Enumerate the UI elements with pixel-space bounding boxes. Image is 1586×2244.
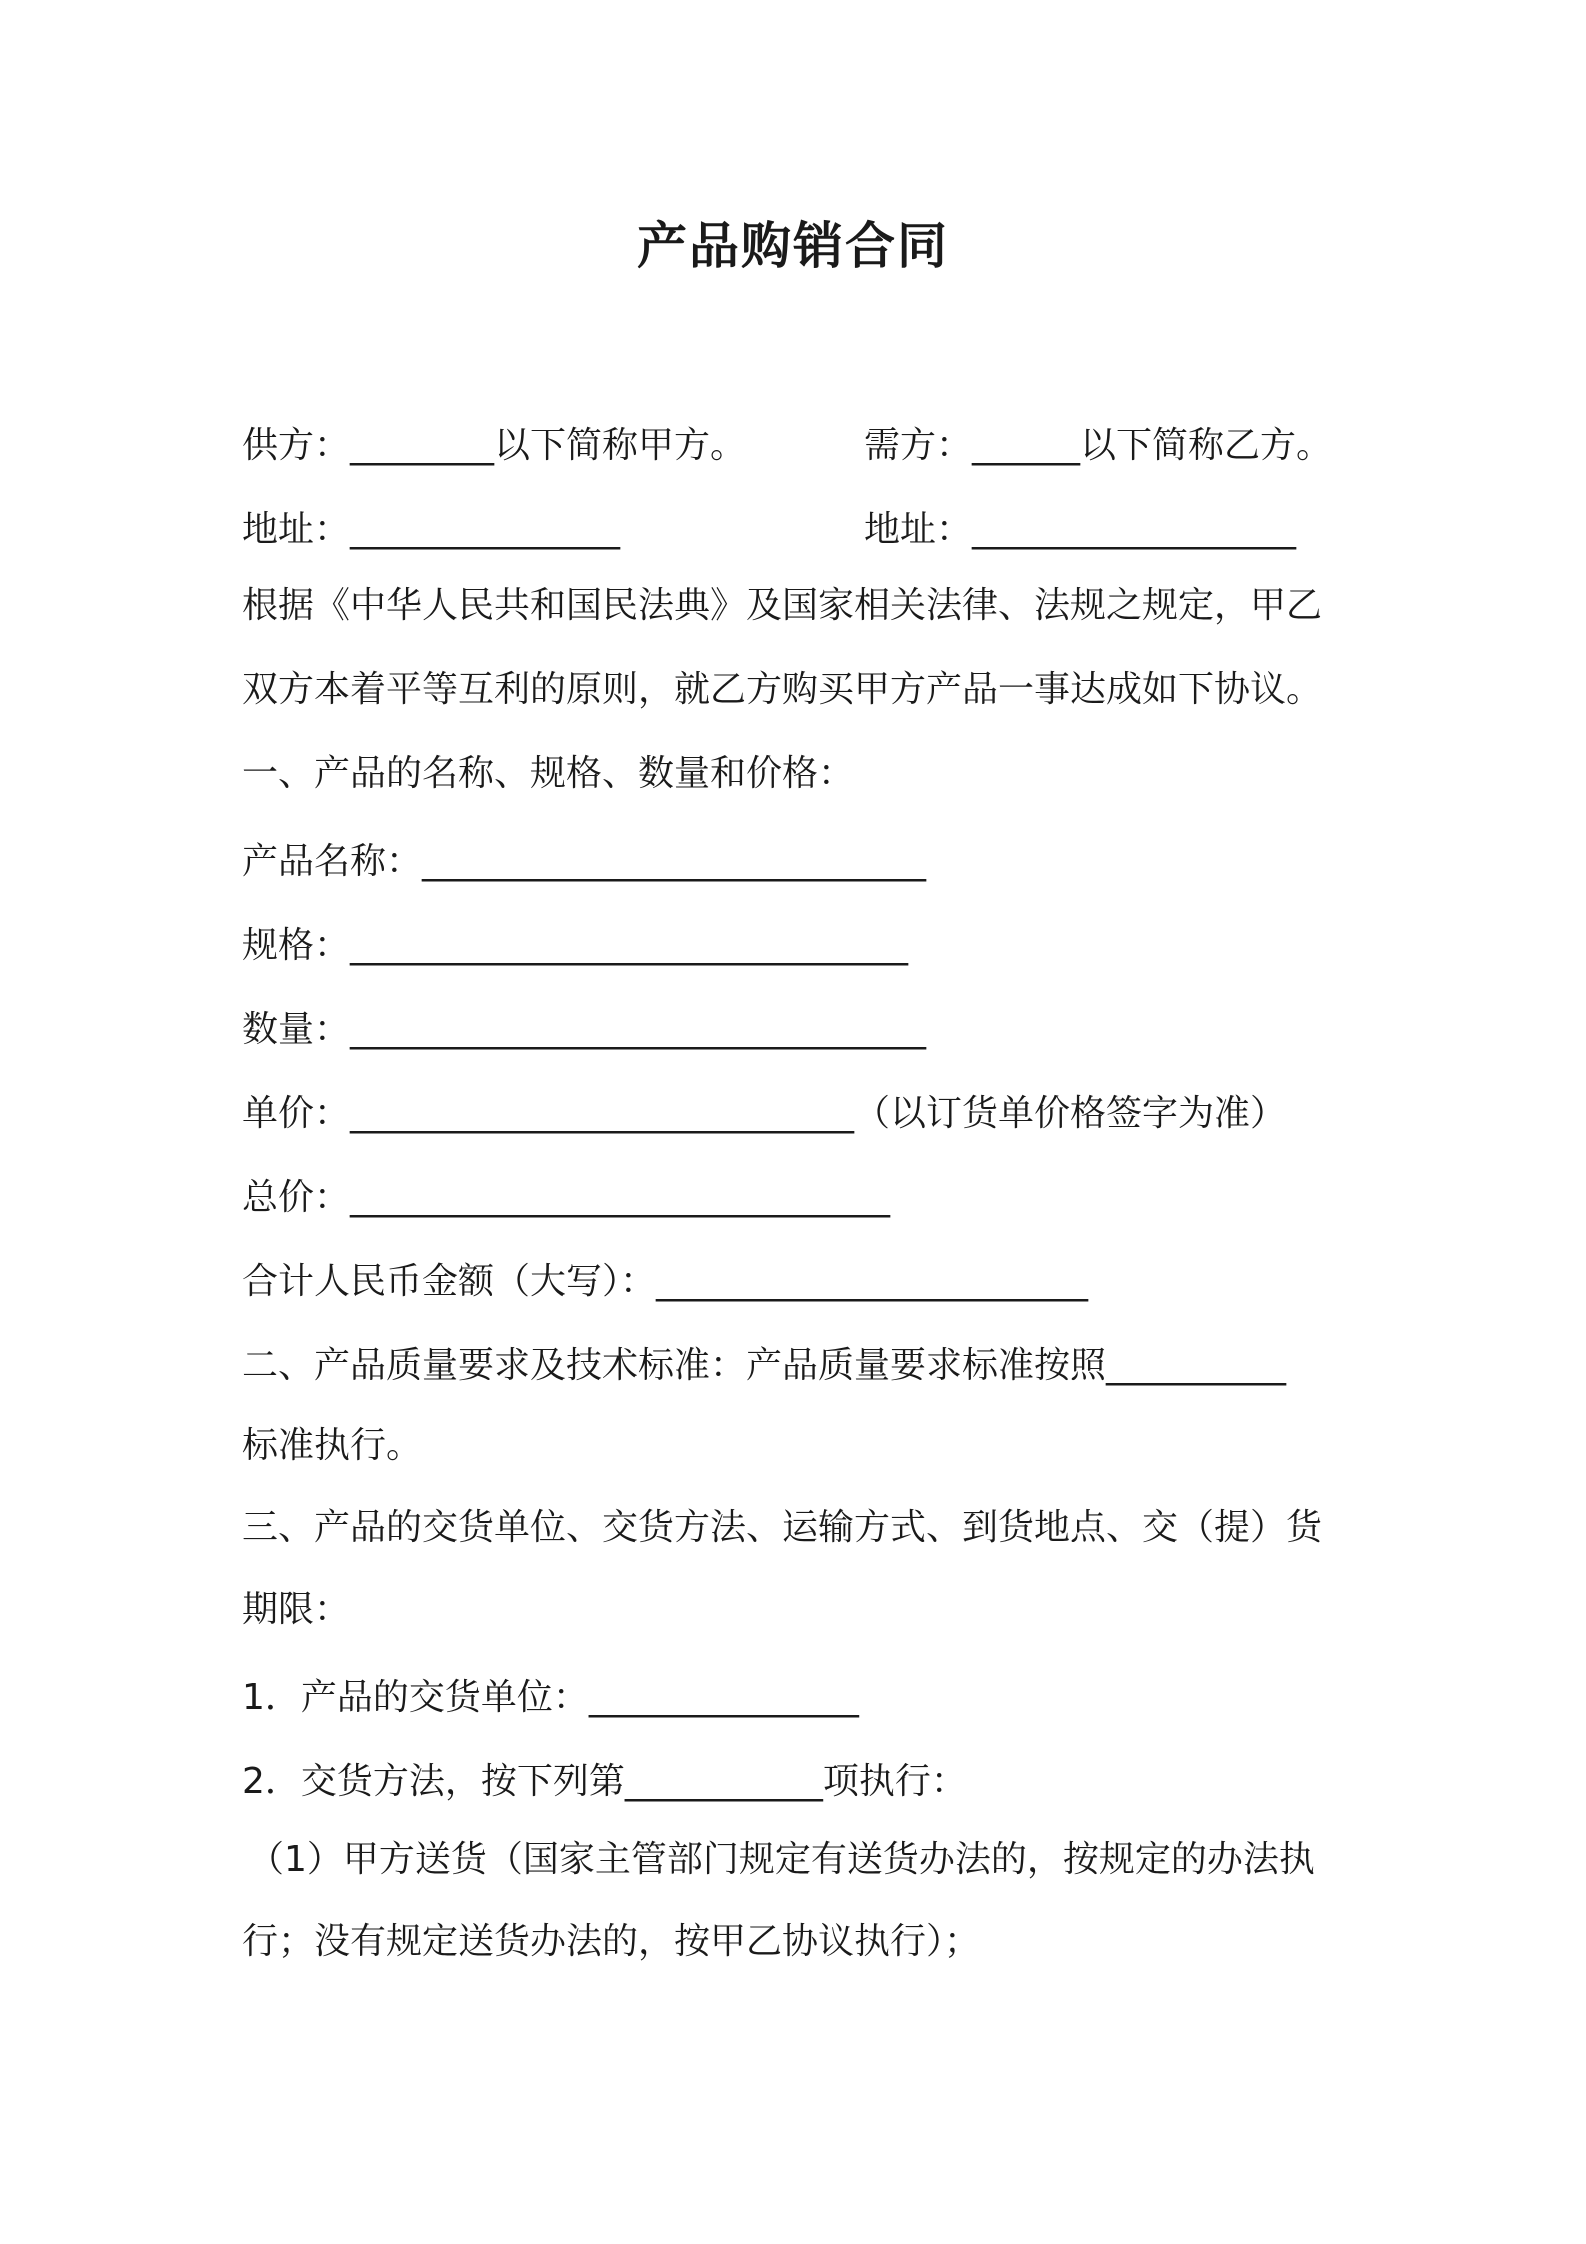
spec-line: 规格：_______________________________ bbox=[242, 925, 909, 966]
total-price-line: 总价：______________________________ bbox=[242, 1177, 891, 1218]
buyer-address-line: 地址：__________________ bbox=[864, 509, 1297, 550]
product-name-line: 产品名称：____________________________ bbox=[242, 841, 927, 882]
section3-sub1-line-1: （1）甲方送货（国家主管部门规定有送货办法的，按规定的办法执 bbox=[248, 1839, 1315, 1880]
parties-row bbox=[242, 422, 1362, 470]
section3-heading-line-2: 期限： bbox=[242, 1589, 351, 1630]
section1-heading: 一、产品的名称、规格、数量和价格： bbox=[242, 753, 855, 794]
section3-item2: 2．交货方法，按下列第___________项执行： bbox=[242, 1761, 967, 1802]
section3-sub1-line-2: 行；没有规定送货办法的，按甲乙协议执行）； bbox=[242, 1921, 981, 1962]
address-row bbox=[242, 506, 1362, 554]
intro-line-1: 根据《中华人民共和国民法典》及国家相关法律、法规之规定，甲乙 bbox=[242, 585, 1323, 626]
section2-line-2: 标准执行。 bbox=[242, 1425, 423, 1466]
supplier-line: 供方：________以下简称甲方。 bbox=[242, 425, 747, 466]
buyer-line: 需方：______以下简称乙方。 bbox=[864, 425, 1333, 466]
total-rmb-line: 合计人民币金额（大写）：________________________ bbox=[242, 1261, 1089, 1302]
unit-price-line: 单价：____________________________（以订货单价格签字为准） bbox=[242, 1093, 1287, 1134]
document-title: 产品购销合同 bbox=[637, 217, 949, 275]
quantity-line: 数量：________________________________ bbox=[242, 1009, 927, 1050]
supplier-address-line: 地址：_______________ bbox=[242, 509, 621, 550]
section3-heading-line-1: 三、产品的交货单位、交货方法、运输方式、到货地点、交（提）货 bbox=[242, 1507, 1323, 1548]
section2-line-1: 二、产品质量要求及技术标准：产品质量要求标准按照__________ bbox=[242, 1345, 1287, 1386]
section3-item1: 1．产品的交货单位：_______________ bbox=[242, 1677, 859, 1718]
intro-line-2: 双方本着平等互利的原则，就乙方购买甲方产品一事达成如下协议。 bbox=[242, 669, 1323, 710]
